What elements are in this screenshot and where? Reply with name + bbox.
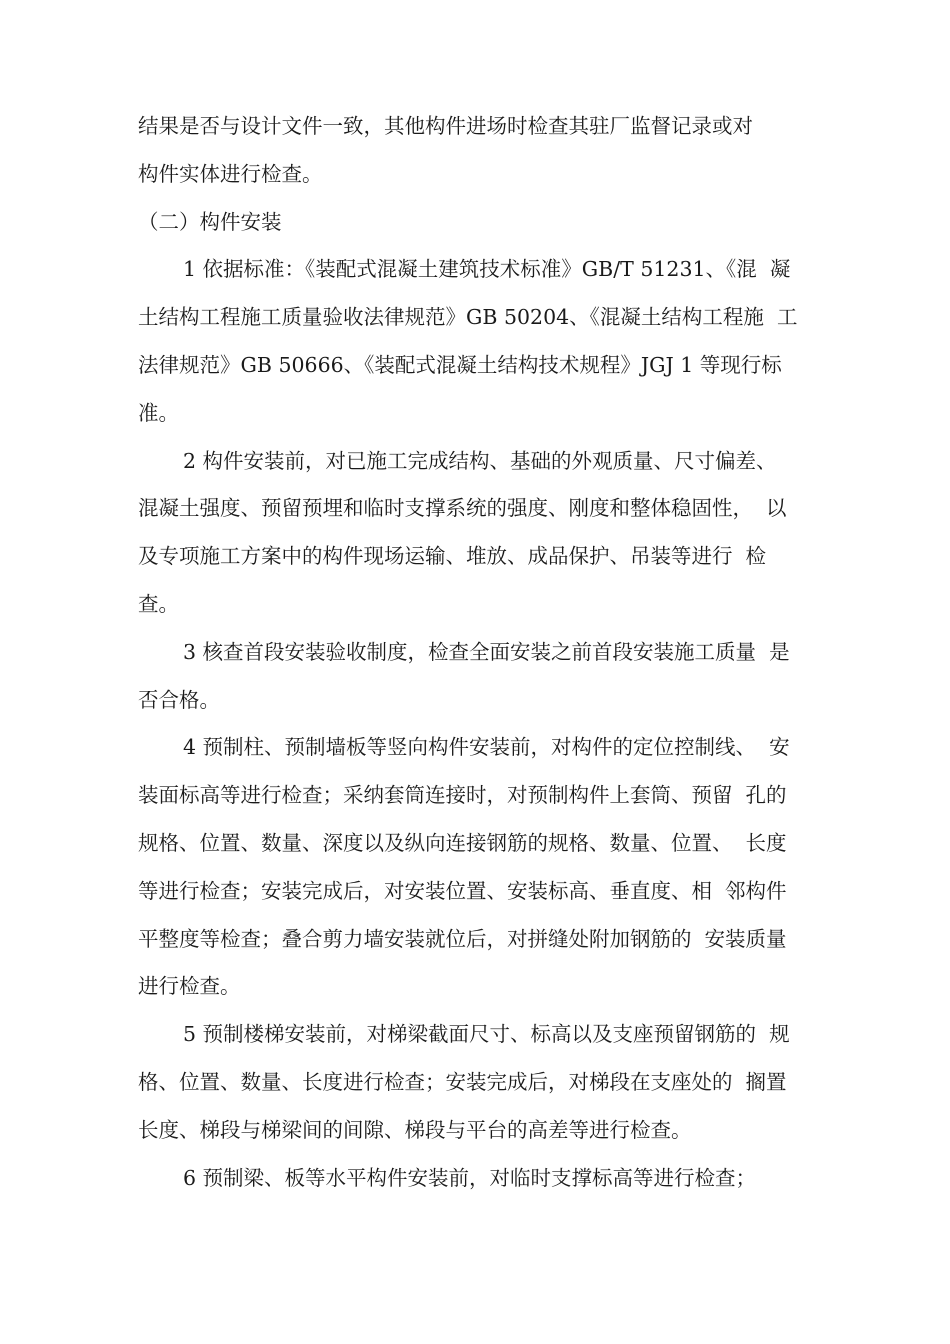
item-4-line-4: 等进行检查；安装完成后，对安装位置、安装标高、垂直度、相 邻构件 — [138, 878, 787, 903]
item-4-line-3: 规格、位置、数量、深度以及纵向连接钢筋的规格、数量、位置、 长度 — [138, 830, 787, 855]
item-5-line-2: 格、位置、数量、长度进行检查；安装完成后，对梯段在支座处的 搁置 — [138, 1069, 787, 1094]
item-2-line-1: 2 构件安装前，对已施工完成结构、基础的外观质量、尺寸偏差、 — [183, 448, 777, 473]
item-2-line-4: 查。 — [138, 591, 179, 616]
item-2-line-3: 及专项施工方案中的构件现场运输、堆放、成品保护、吊装等进行 检 — [138, 544, 767, 569]
item-5-line-1: 5 预制楼梯安装前，对梯梁截面尺寸、标高以及支座预留钢筋的 规 — [183, 1022, 790, 1047]
item-3-line-1: 3 核查首段安装验收制度，检查全面安装之前首段安装施工质量 是 — [183, 639, 790, 664]
section-heading: （二）构件安装 — [138, 209, 282, 234]
item-1-line-3: 法律规范》GB 50666、《装配式混凝土结构技术规程》JGJ 1 等现行标 — [138, 352, 782, 377]
item-4-line-6: 进行检查。 — [138, 974, 241, 999]
item-2-line-2: 混凝土强度、预留预埋和临时支撑系统的强度、刚度和整体稳固性， 以 — [138, 496, 787, 521]
item-5-line-3: 长度、梯段与梯梁间的间隙、梯段与平台的高差等进行检查。 — [138, 1117, 692, 1142]
item-4-line-2: 装面标高等进行检查；采纳套筒连接时，对预制构件上套筒、预留 孔的 — [138, 783, 787, 808]
item-4-line-1: 4 预制柱、预制墙板等竖向构件安装前，对构件的定位控制线、 安 — [183, 735, 790, 760]
item-1-line-1: 1 依据标准：《装配式混凝土建筑技术标准》GB/T 51231、《混 凝 — [183, 257, 791, 282]
document-body — [138, 103, 816, 1202]
item-1-line-2: 土结构工程施工质量验收法律规范》GB 50204、《混凝土结构工程施 工 — [138, 305, 798, 330]
item-3-line-2: 否合格。 — [138, 687, 220, 712]
item-6-line-1: 6 预制梁、板等水平构件安装前，对临时支撑标高等进行检查； — [183, 1165, 757, 1190]
text-line-2: 构件实体进行检查。 — [138, 161, 323, 186]
text-line-1: 结果是否与设计文件一致，其他构件进场时检查其驻厂监督记录或对 — [138, 114, 753, 138]
item-1-line-4: 准。 — [138, 400, 179, 425]
item-4-line-5: 平整度等检查；叠合剪力墙安装就位后，对拼缝处附加钢筋的 安装质量 — [138, 926, 787, 951]
